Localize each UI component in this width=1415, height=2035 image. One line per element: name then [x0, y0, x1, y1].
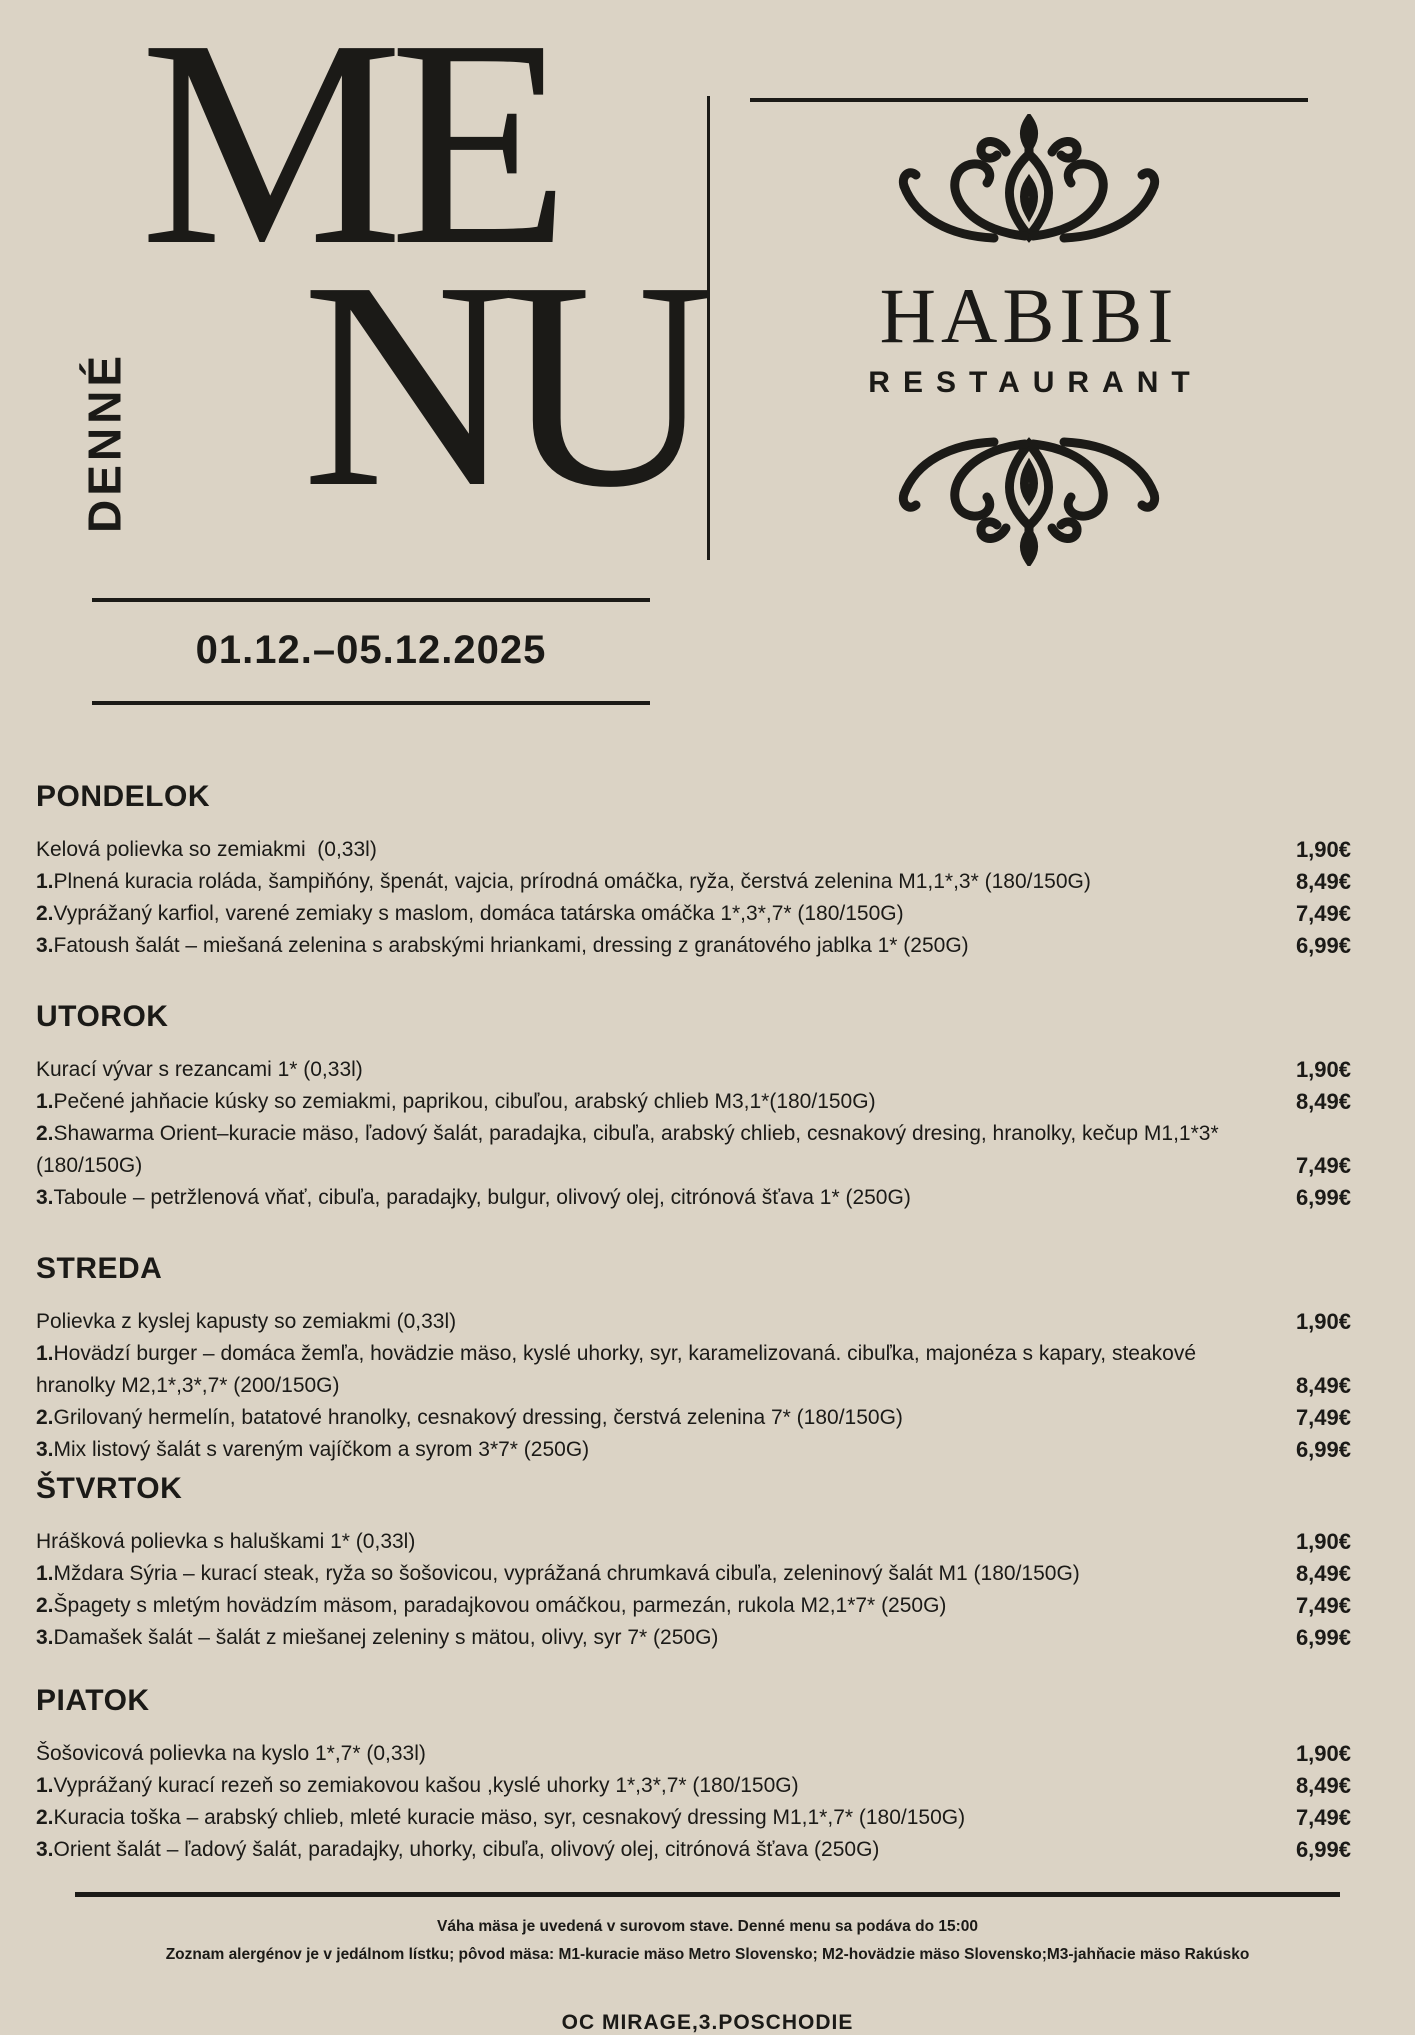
menu-days [0, 780, 1415, 1866]
day-items [36, 1526, 1351, 1654]
menu-item-row [36, 834, 1351, 866]
item-description: 2.Grilovaný hermelín, batatové hranolky, cesnakový dressing, čerstvá zelenina 7* (180/150G) [36, 1406, 903, 1429]
date-divider-bottom [92, 701, 650, 705]
footer-note-allergens: Zoznam alergénov je v jedálnom lístku; pôvod mäsa: M1-kuracie mäso Metro Slovensko; M2-hovädzie mäso Slovensko;M3-jahňacie mäso Rakúsko [165, 1946, 1250, 1963]
day-name: ŠTVRTOK [36, 1472, 183, 1505]
menu-item-row [36, 930, 1351, 962]
item-price: 8,49€ [1295, 1561, 1351, 1586]
item-description: 1.Plnená kuracia roláda, šampiňóny, špenát, vajcia, prírodná omáčka, ryža, čerstvá zelenina M1,1*,3* (180/150G) [36, 870, 1091, 893]
date-range: 01.12.–05.12.2025 [195, 628, 547, 672]
item-number: 3. [36, 1838, 54, 1861]
menu-item-row [36, 1402, 1351, 1434]
item-number: 1. [36, 1342, 54, 1365]
item-price: 7,49€ [1295, 1153, 1351, 1178]
day-items [36, 1738, 1351, 1866]
damask-flourish-icon [894, 114, 1164, 274]
menu-item-row [36, 1622, 1351, 1654]
menu-title-line1: ME [140, 0, 556, 307]
item-description: Kelová polievka so zemiakmi (0,33l) [36, 838, 377, 861]
item-number: 3. [36, 934, 54, 957]
menu-item-row [36, 1338, 1351, 1402]
item-description: 3.Damašek šalát – šalát z miešanej zeleniny s mätou, olivy, syr 7* (250G) [36, 1626, 719, 1649]
item-price: 7,49€ [1295, 1405, 1351, 1430]
item-description: 1.Hovädzí burger – domáca žemľa, hovädzie mäso, kyslé uhorky, syr, karamelizovaná. cibuľka, majonéza s kapary, steakové hranolky M2,1*,3*,7* (200/150G) [36, 1342, 1202, 1397]
item-number: 1. [36, 1562, 54, 1585]
item-price: 1,90€ [1295, 1309, 1351, 1334]
item-price: 1,90€ [1295, 1057, 1351, 1082]
menu-item-row [36, 1086, 1351, 1118]
item-description: Polievka z kyslej kapusty so zemiakmi (0,33l) [36, 1310, 457, 1333]
item-number: 2. [36, 902, 54, 925]
item-description: Kurací vývar s rezancami 1* (0,33l) [36, 1058, 363, 1081]
menu-item-row [36, 1182, 1351, 1214]
item-description: Šošovicová polievka na kyslo 1*,7* (0,33l) [36, 1742, 426, 1765]
menu-item-row [36, 1434, 1351, 1466]
menu-item-row [36, 1590, 1351, 1622]
item-description: 1.Pečené jahňacie kúsky so zemiakmi, paprikou, cibuľou, arabský chlieb M3,1*(180/150G) [36, 1090, 876, 1113]
item-description: 2.Kuracia toška – arabský chlieb, mleté kuracie mäso, syr, cesnakový dressing M1,1*,7* (180/150G) [36, 1806, 966, 1829]
damask-flourish-icon [894, 406, 1164, 566]
header [0, 0, 1415, 780]
item-price: 7,49€ [1295, 901, 1351, 926]
day-items [36, 1054, 1351, 1214]
item-number: 3. [36, 1438, 54, 1461]
item-price: 6,99€ [1295, 933, 1351, 958]
item-price: 1,90€ [1295, 837, 1351, 862]
item-price: 7,49€ [1295, 1593, 1351, 1618]
item-description: 2.Vyprážaný karfiol, varené zemiaky s maslom, domáca tatárska omáčka 1*,3*,7* (180/150G) [36, 902, 904, 925]
item-price: 6,99€ [1295, 1185, 1351, 1210]
menu-item-row [36, 866, 1351, 898]
menu-item-row [36, 898, 1351, 930]
item-description: 3.Orient šalát – ľadový šalát, paradajky, uhorky, cibuľa, olivový olej, citrónová šťava (250G) [36, 1838, 880, 1861]
restaurant-logo [734, 98, 1324, 566]
item-description: 3.Mix listový šalát s vareným vajíčkom a syrom 3*7* (250G) [36, 1438, 590, 1461]
item-price: 6,99€ [1295, 1837, 1351, 1862]
item-price: 1,90€ [1295, 1529, 1351, 1554]
item-description: 2.Shawarma Orient–kuracie mäso, ľadový šalát, paradajka, cibuľa, arabský chlieb, cesnakový dresing, hranolky, kečup M1,1*3* (180/150G) [36, 1122, 1225, 1177]
day-section [36, 1000, 1351, 1214]
vertical-divider [707, 96, 710, 560]
day-section [36, 1472, 1351, 1654]
denne-vertical-label: DENNÉ [78, 351, 131, 534]
item-number: 1. [36, 870, 54, 893]
day-name: PIATOK [36, 1684, 150, 1717]
item-number: 3. [36, 1626, 54, 1649]
menu-title [140, 0, 702, 549]
menu-item-row [36, 1054, 1351, 1086]
item-number: 2. [36, 1122, 54, 1145]
item-price: 1,90€ [1295, 1741, 1351, 1766]
menu-item-row [36, 1558, 1351, 1590]
item-number: 1. [36, 1090, 54, 1113]
date-block [92, 598, 650, 705]
footer-note-weight: Váha mäsa je uvedená v surovom stave. Denné menu sa podáva do 15:00 [436, 1918, 978, 1935]
day-section [36, 780, 1351, 962]
day-items [36, 834, 1351, 962]
item-description: 1.Mždara Sýria – kurací steak, ryža so šošovicou, vyprážaná chrumkavá cibuľa, zeleninový šalát M1 (180/150G) [36, 1562, 1080, 1585]
item-description: 3.Taboule – petržlenová vňať, cibuľa, paradajky, bulgur, olivový olej, citrónová šťava 1* (250G) [36, 1186, 911, 1209]
item-number: 1. [36, 1774, 54, 1797]
footer-address: OC MIRAGE,3.POSCHODIE [561, 2011, 854, 2034]
day-section [36, 1252, 1351, 1466]
item-price: 8,49€ [1295, 1773, 1351, 1798]
item-description: Hrášková polievka s haluškami 1* (0,33l) [36, 1530, 416, 1553]
item-number: 3. [36, 1186, 54, 1209]
day-section [36, 1684, 1351, 1866]
logo-rule [750, 98, 1308, 102]
menu-item-row [36, 1118, 1351, 1182]
logo-name: HABIBI [879, 272, 1179, 359]
menu-item-row [36, 1834, 1351, 1866]
menu-item-row [36, 1770, 1351, 1802]
item-number: 2. [36, 1806, 54, 1829]
item-number: 2. [36, 1594, 54, 1617]
menu-title-line2: NU [302, 221, 702, 549]
item-price: 6,99€ [1295, 1625, 1351, 1650]
item-description: 3.Fatoush šalát – miešaná zelenina s arabskými hriankami, dressing z granátového jablka 1* (250G) [36, 934, 969, 957]
menu-item-row [36, 1802, 1351, 1834]
day-items [36, 1306, 1351, 1466]
item-number: 2. [36, 1406, 54, 1429]
day-name: PONDELOK [36, 780, 211, 813]
item-price: 6,99€ [1295, 1437, 1351, 1462]
item-description: 2.Špagety s mletým hovädzím mäsom, paradajkovou omáčkou, parmezán, rukola M2,1*7* (250G) [36, 1594, 947, 1617]
item-price: 7,49€ [1295, 1805, 1351, 1830]
menu-item-row [36, 1306, 1351, 1338]
item-price: 8,49€ [1295, 1373, 1351, 1398]
footer [75, 1892, 1340, 2035]
day-name: STREDA [36, 1252, 163, 1285]
item-price: 8,49€ [1295, 869, 1351, 894]
item-price: 8,49€ [1295, 1089, 1351, 1114]
date-divider-top [92, 598, 650, 602]
menu-item-row [36, 1526, 1351, 1558]
menu-item-row [36, 1738, 1351, 1770]
item-description: 1.Vyprážaný kurací rezeň so zemiakovou kašou ,kyslé uhorky 1*,3*,7* (180/150G) [36, 1774, 799, 1797]
footer-rule [75, 1892, 1340, 1897]
logo-subtitle: RESTAURANT [868, 366, 1203, 399]
day-name: UTOROK [36, 1000, 169, 1033]
